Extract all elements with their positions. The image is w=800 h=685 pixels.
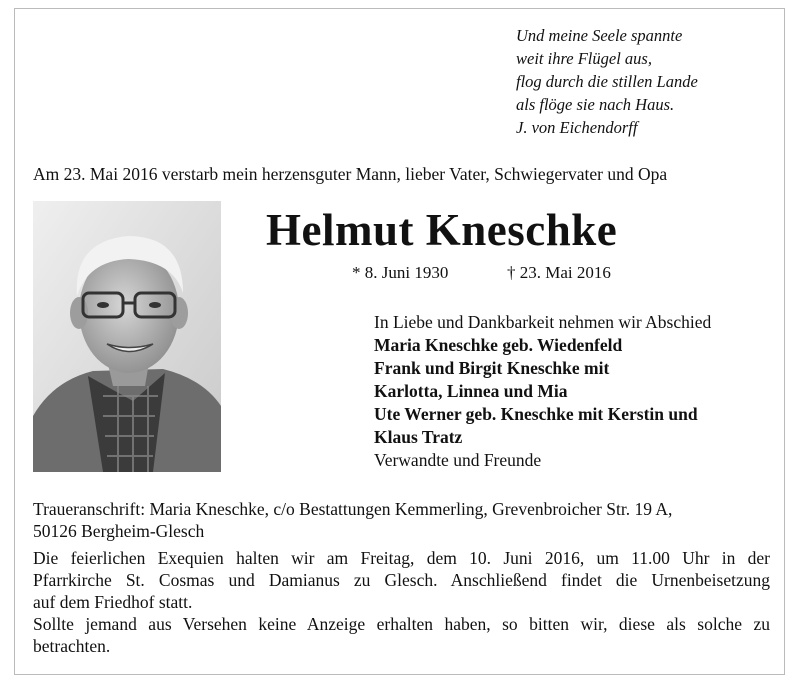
portrait-photo xyxy=(33,201,221,472)
poem-line: flog durch die stillen Lande xyxy=(516,72,698,91)
mourning-address xyxy=(33,498,773,542)
service-line: Pfarrkirche St. Cosmas und Damianus zu Glesch. Anschließend findet die Urnenbeisetzung xyxy=(33,570,770,590)
mourner-name: Karlotta, Linnea und Mia xyxy=(374,381,568,401)
mourners-closing: Verwandte und Freunde xyxy=(374,450,542,470)
service-info xyxy=(33,547,770,657)
birth-date: * 8. Juni 1930 xyxy=(352,263,449,282)
death-announcement: Am 23. Mai 2016 verstarb mein herzensguter Mann, lieber Vater, Schwiegervater und Opa xyxy=(33,164,668,184)
deceased-name: Helmut Kneschke xyxy=(266,205,618,255)
portrait-photo-image xyxy=(33,201,221,472)
poem-line: als flöge sie nach Haus. xyxy=(516,95,675,114)
poem xyxy=(516,24,776,139)
address-line: Traueranschrift: Maria Kneschke, c/o Bestattungen Kemmerling, Grevenbroicher Str. 19 A, xyxy=(33,499,673,519)
service-note-line: Sollte jemand aus Versehen keine Anzeige erhalten haben, so bitten wir, diese als solche zu xyxy=(33,614,770,634)
poem-line: weit ihre Flügel aus, xyxy=(516,49,652,68)
service-note-line: betrachten. xyxy=(33,636,111,656)
address-line: 50126 Bergheim-Glesch xyxy=(33,521,205,541)
poem-author: J. von Eichendorff xyxy=(516,118,638,137)
mourner-name: Maria Kneschke geb. Wiedenfeld xyxy=(374,335,623,355)
poem-line: Und meine Seele spannte xyxy=(516,26,683,45)
death-date: † 23. Mai 2016 xyxy=(507,263,611,282)
mourner-name: Ute Werner geb. Kneschke mit Kerstin und xyxy=(374,404,698,424)
mourner-name: Frank und Birgit Kneschke mit xyxy=(374,358,610,378)
mourners-block xyxy=(374,311,774,472)
service-line: auf dem Friedhof statt. xyxy=(33,592,193,612)
mourners-intro: In Liebe und Dankbarkeit nehmen wir Abschied xyxy=(374,312,712,332)
service-line: Die feierlichen Exequien halten wir am Freitag, dem 10. Juni 2016, um 11.00 Uhr in der xyxy=(33,548,770,568)
mourner-name: Klaus Tratz xyxy=(374,427,463,447)
